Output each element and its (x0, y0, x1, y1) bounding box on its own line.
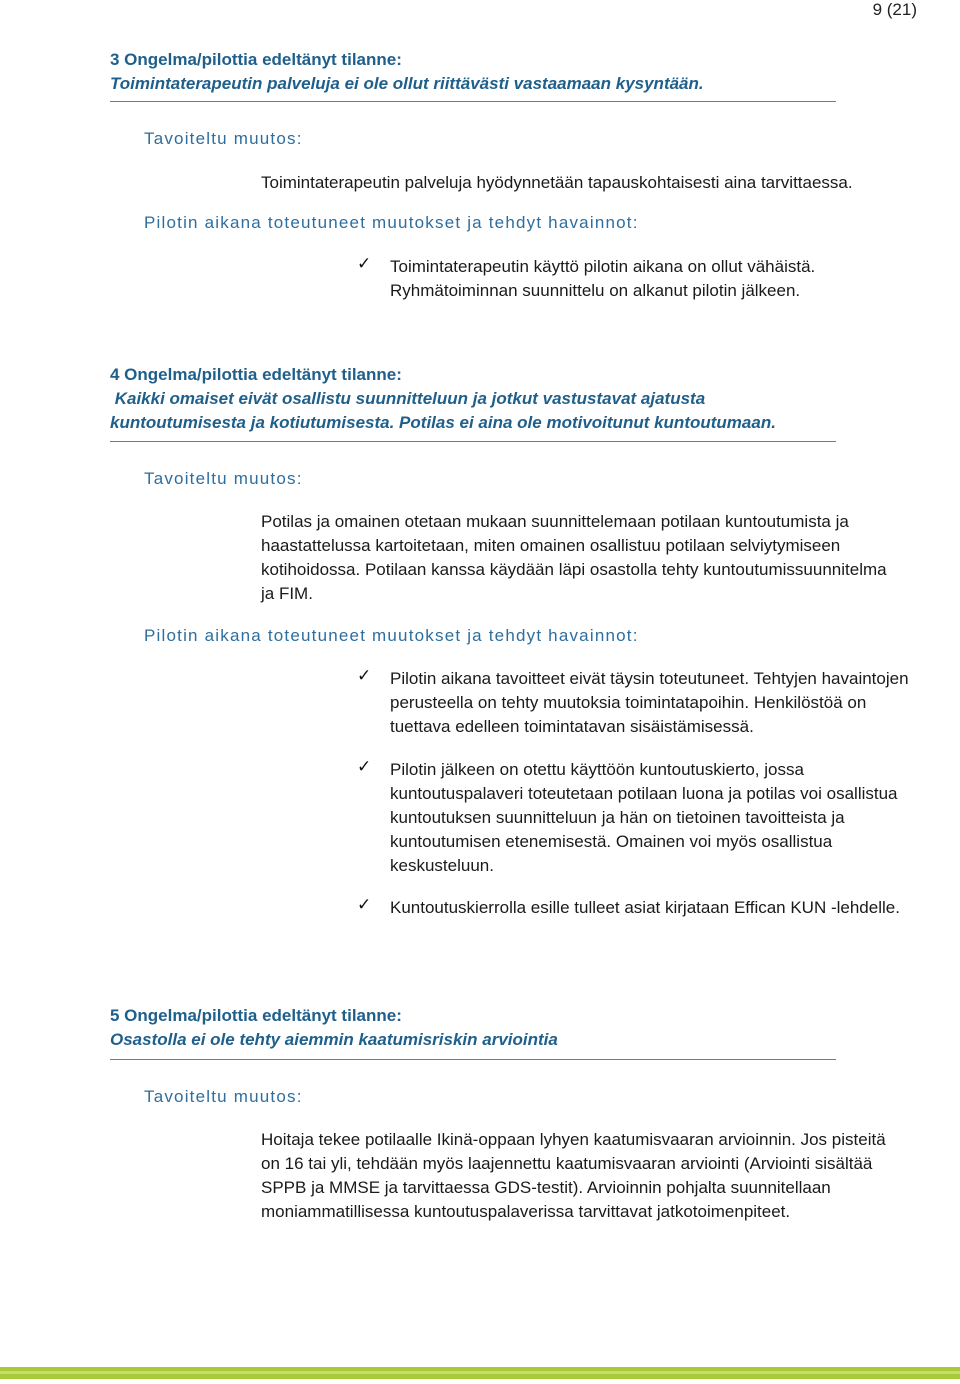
observation-text: Pilotin jälkeen on otettu käyttöön kuntoutuskierto, jossa kuntoutuspalaveri toteutetaan potilaan luona ja potilas voi osallistua kuntoutuksen suunnitteluun ja hän on tietoinen tavoitteista ja kuntoutumisen etenemisestä. Omainen voi myös osallistua keskusteluun. (390, 760, 898, 875)
problem-statement-line1: Kaikki omaiset eivät osallistu suunnitteluun ja jotkut vastustavat ajatusta (110, 389, 706, 408)
observations-label: Pilotin aikana toteutuneet muutokset ja tehdyt havainnot: (144, 213, 639, 232)
section-5-heading (110, 1004, 836, 1052)
target-label: Tavoiteltu muutos: (144, 129, 303, 148)
problem-statement: Osastolla ei ole tehty aiemmin kaatumisriskin arviointia (110, 1030, 558, 1049)
section-heading: 4 Ongelma/pilottia edeltänyt tilanne: (110, 365, 402, 384)
section-heading: 5 Ongelma/pilottia edeltänyt tilanne: (110, 1006, 402, 1025)
target-text: Potilas ja omainen otetaan mukaan suunnittelemaan potilaan kuntoutumista ja haastattelussa kartoitetaan, miten omainen osallistuu potilaan selviytymiseen kotihoidossa. Potilaan kanssa käydään läpi osastolla tehty kuntoutumissuunnitelma ja FIM. (261, 512, 887, 603)
target-label: Tavoiteltu muutos: (144, 1087, 303, 1106)
heading-divider (110, 101, 836, 102)
heading-divider (110, 441, 836, 442)
target-text: Toimintaterapeutin palveluja hyödynnetään tapauskohtaisesti aina tarvittaessa. (261, 173, 853, 192)
target-label: Tavoiteltu muutos: (144, 469, 303, 488)
page-number: 9 (21) (872, 0, 917, 19)
section-4-heading (110, 363, 836, 435)
observation-text: Kuntoutuskierrolla esille tulleet asiat kirjataan Effican KUN -lehdelle. (390, 898, 900, 917)
problem-statement-line2: kuntoutumisesta ja kotiutumisesta. Potilas ei aina ole motivoitunut kuntoutumaan. (110, 413, 776, 432)
checkmark-icon: ✓ (357, 666, 372, 685)
checkmark-icon: ✓ (357, 254, 372, 273)
section-heading: 3 Ongelma/pilottia edeltänyt tilanne: (110, 50, 402, 69)
observation-text: Pilotin aikana tavoitteet eivät täysin toteutuneet. Tehtyjen havaintojen perusteella on tehty muutoksia toimintatapoihin. Henkilöstöä on tuettava edelleen toimintatavan sisäistämisessä. (390, 669, 909, 736)
footer-bar (0, 1367, 960, 1379)
heading-divider (110, 1059, 836, 1060)
observations-label: Pilotin aikana toteutuneet muutokset ja tehdyt havainnot: (144, 626, 639, 645)
checkmark-icon: ✓ (357, 757, 372, 776)
target-text: Hoitaja tekee potilaalle Ikinä-oppaan lyhyen kaatumisvaaran arvioinnin. Jos pisteitä on 16 tai yli, tehdään myös laajennettu kaatumisvaaran arviointi (Arviointi sisältää SPPB ja MMSE ja tarvittaessa GDS-testit). Arvioinnin pohjalta suunnitellaan moniammatillisessa kuntoutuspalaverissa tarvittavat jatkotoimenpiteet. (261, 1130, 886, 1221)
section-3-heading (110, 48, 836, 96)
observation-text: Toimintaterapeutin käyttö pilotin aikana on ollut vähäistä. Ryhmätoiminnan suunnittelu on alkanut pilotin jälkeen. (390, 257, 816, 300)
checkmark-icon: ✓ (357, 895, 372, 914)
problem-statement: Toimintaterapeutin palveluja ei ole ollut riittävästi vastaamaan kysyntään. (110, 74, 704, 93)
